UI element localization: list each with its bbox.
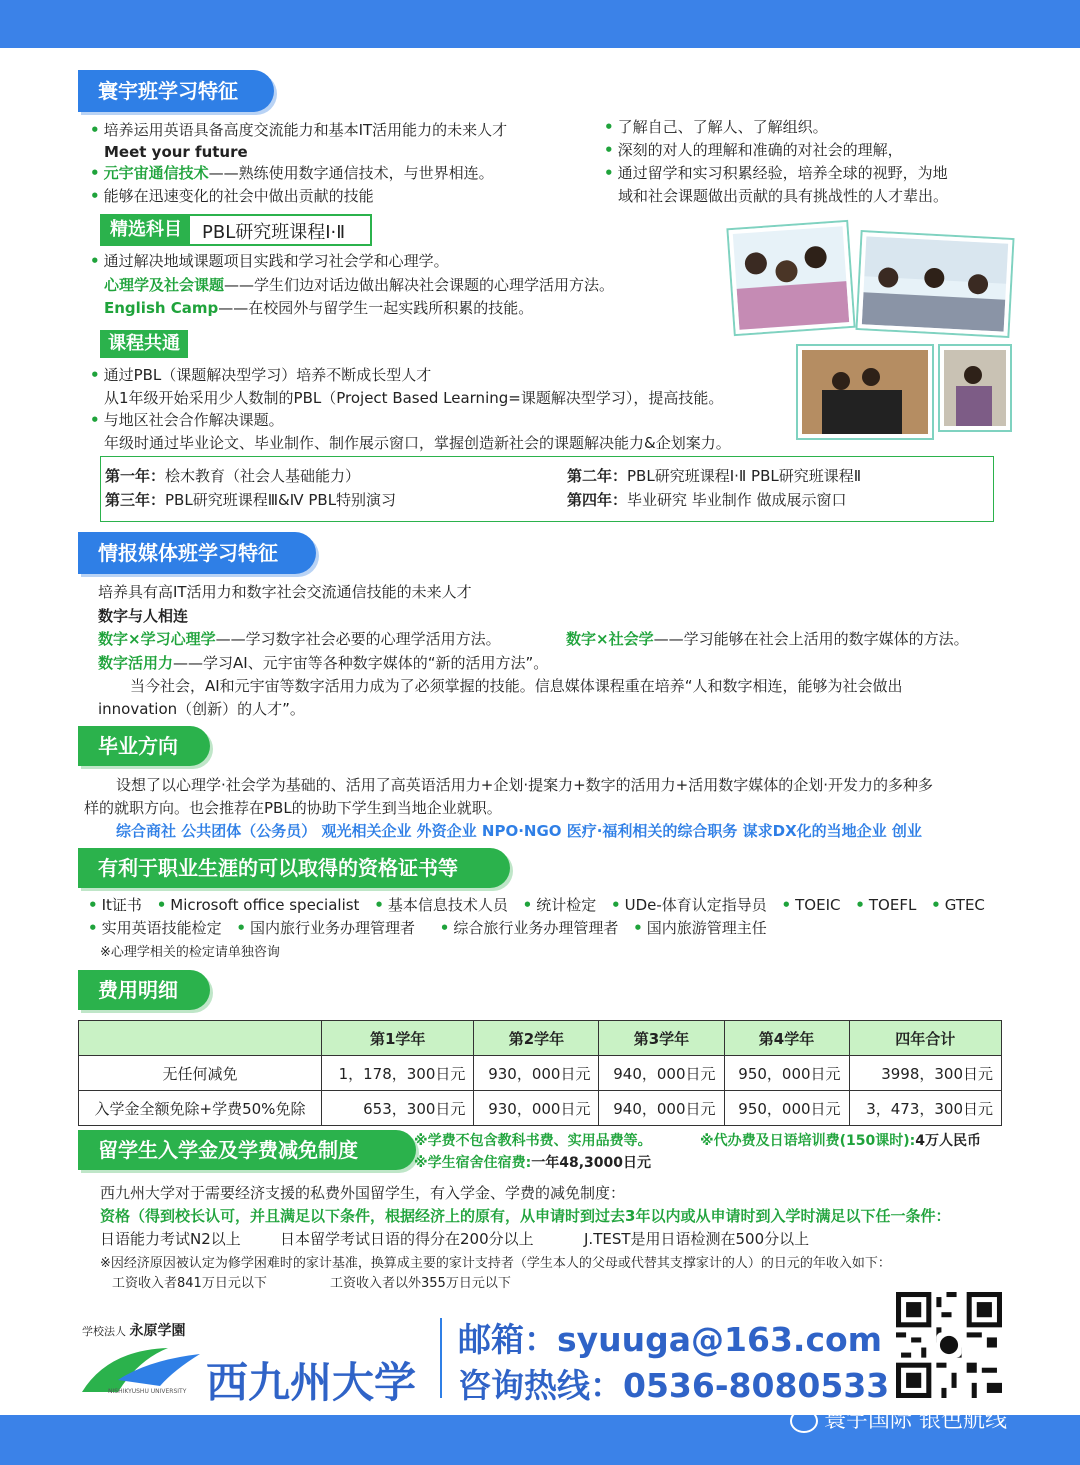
corp-line (82, 1320, 186, 1340)
fee-cell: 930，000日元 (474, 1091, 599, 1126)
certs-header: 有利于职业生涯的可以取得的资格证书等 (78, 848, 510, 888)
fee-cell: 930，000日元 (474, 1056, 599, 1091)
certs-row-1: • It证书 • Microsoft office specialist • 基本信息技术人员 • 统计检定 • UDe-体育认定指导员 • TOEIC • TOEFL • GTEC (88, 896, 985, 914)
kanyu-item-2: • 元宇宙通信技术——熟练使用数字通信技术，与世界相连。 (90, 164, 494, 182)
media-para-1: 当今社会，AI和元宇宙等数字活用力成为了必须掌握的技能。信息媒体课程重在培养“人和数字相连，能够为社会做出 (130, 677, 903, 695)
select-course: PBL研究班课程Ⅰ·Ⅱ (202, 222, 346, 243)
fee-cell: 950，000日元 (724, 1091, 849, 1126)
table-row (79, 1091, 1002, 1126)
fee-cell: 940，000日元 (599, 1091, 724, 1126)
scholarship-qual: 资格（得到校长认可，并且满足以下条件，根据经济上的原有，从申请时到过去3年以内或从申请时到入学时满足以下任一条件： (100, 1207, 951, 1225)
scholarship-note-2: ※代办费及日语培训费(150课时):4万人民币 (700, 1133, 981, 1149)
kanyu-item-1: • 培养运用英语具备高度交流能力和基本IT活用能力的未来人才 (90, 121, 508, 139)
fee-cell: 3，473，300日元 (849, 1091, 1001, 1126)
career-header: 毕业方向 (78, 726, 210, 766)
table-row (79, 1056, 1002, 1091)
footer-divider (440, 1318, 442, 1398)
common-item-4: 年级时通过毕业论文、毕业制作、制作展示窗口，掌握创造新社会的课题解决能力&企划案力。 (104, 434, 731, 452)
year-plan-box (100, 456, 994, 522)
media-line-4: 数字活用力——学习AI、元宇宙等各种数字媒体的“新的活用方法”。 (98, 654, 549, 672)
year-2: 第二年：PBL研究班课程Ⅰ·Ⅱ PBL研究班课程Ⅱ (567, 467, 862, 485)
fee-col-year3: 第3学年 (599, 1021, 724, 1056)
kanyu-right-1: • 了解自己、了解人、了解组织。 (604, 118, 828, 136)
scholarship-income-1: 工资收入者841万日元以下 (112, 1276, 267, 1291)
email-line: 邮箱：syuuga@163.com (458, 1320, 883, 1359)
fee-cell: 653，300日元 (322, 1091, 474, 1126)
corp-prefix: 学校法人 (82, 1325, 126, 1338)
corp-name: 永原学園 (129, 1323, 186, 1339)
scholarship-income-2: 工资收入者以外355万日元以下 (330, 1276, 511, 1291)
email-value: syuuga@163.com (557, 1320, 883, 1359)
scholarship-header: 留学生入学金及学费减免制度 (78, 1130, 416, 1170)
certs-row-2: • 实用英语技能检定 • 国内旅行业务办理管理者 • 综合旅行业务办理管理者 • 国内旅游管理主任 (88, 919, 767, 937)
fee-table (78, 1020, 1002, 1126)
scholarship-cond-1: 日语能力考试N2以上 (100, 1230, 241, 1248)
fee-col-blank (79, 1021, 322, 1056)
watermark: 寰宇国际 银色航线 (790, 1403, 1007, 1434)
fee-col-total: 四年合计 (849, 1021, 1001, 1056)
class-photo-1 (729, 222, 854, 334)
media-line-2: 数字与人相连 (98, 607, 189, 625)
fee-header-row (79, 1021, 1002, 1056)
scholarship-cond-3: J.TEST是用日语检测在500分以上 (584, 1230, 810, 1248)
kanyu-right-2: • 深刻的对人的理解和准确的对社会的理解， (604, 141, 903, 159)
year-3: 第三年：PBL研究班课程Ⅲ&Ⅳ PBL特别演习 (105, 491, 397, 509)
wechat-qr-code (896, 1292, 1002, 1398)
kanyu-item-meet: Meet your future (104, 143, 248, 161)
phone-value: 0536-8080533 (623, 1366, 890, 1405)
fee-col-year4: 第4学年 (724, 1021, 849, 1056)
fees-header: 费用明细 (78, 970, 210, 1010)
kanyu-right-3: • 通过留学和实习积累经验，培养全球的视野，为地 (604, 164, 948, 182)
class-photo-2 (858, 232, 1013, 336)
media-line-3b: 数字×社会学——学习能够在社会上活用的数字媒体的方法。 (566, 630, 969, 648)
select-item-1: • 通过解决地域课题项目实践和学习社会学和心理学。 (90, 252, 449, 270)
kanyu-item-3: • 能够在迅速变化的社会中做出贡献的技能 (90, 187, 374, 205)
common-item-1: • 通过PBL（课题解决型学习）培养不断成长型人才 (90, 366, 432, 384)
university-en-name: NISHIKYUSHU UNIVERSITY (108, 1388, 187, 1395)
career-fields: 综合商社 公共团体（公务员） 观光相关企业 外资企业 NPO·NGO 医疗·福利相关的综合职务 谋求DX化的当地企业 创业 (116, 822, 922, 840)
year-1: 第一年：桧木教育（社会人基础能力） (105, 467, 361, 485)
fee-col-year2: 第2学年 (474, 1021, 599, 1056)
class-photo-3 (798, 346, 932, 438)
career-para-2: 样的就职方向。也会推荐在PBL的协助下学生到当地企业就职。 (84, 799, 502, 817)
media-line-1: 培养具有高IT活用力和数字社会交流通信技能的未来人才 (98, 583, 472, 601)
kanyu-header: 寰宇班学习特征 (78, 70, 274, 112)
scholarship-cond-2: 日本留学考试日语的得分在200分以上 (280, 1230, 534, 1248)
scholarship-note-3: ※学生宿舍住宿费:一年48,3000日元 (414, 1155, 651, 1171)
kanyu-right-4: 域和社会课题做出贡献的具有挑战性的人才辈出。 (618, 187, 949, 205)
fee-cell: 入学金全额免除+学费50%免除 (79, 1091, 322, 1126)
select-label: 精选科目 (102, 216, 190, 244)
certs-note: ※心理学相关的检定请单独咨询 (100, 945, 280, 960)
scholarship-intro: 西九州大学对于需要经济支援的私费外国留学生，有入学金、学费的减免制度： (100, 1184, 626, 1202)
select-item-3: English Camp——在校园外与留学生一起实践所积累的技能。 (104, 299, 534, 317)
career-para-1: 设想了以心理学·社会学为基础的、活用了高英语活用力+企划·提案力+数字的活用力+活用数字媒体的企划·开发力的多种多 (116, 776, 934, 794)
common-label: 课程共通 (100, 330, 188, 358)
scholarship-econ: ※因经济原因被认定为修学困难时的家计基准，换算成主要的家计支持者（学生本人的父母或代替其支撑家计的人）的日元的年收入如下： (100, 1256, 891, 1271)
fee-cell: 无任何减免 (79, 1056, 322, 1091)
year-4: 第四年：毕业研究 毕业制作 做成展示窗口 (567, 491, 847, 509)
phone-line: 咨询热线：0536-8080533 (458, 1366, 890, 1405)
select-item-2: 心理学及社会课题——学生们边对话边做出解决社会课题的心理学活用方法。 (104, 276, 615, 294)
fee-cell: 1，178，300日元 (322, 1056, 474, 1091)
fee-cell: 3998，300日元 (849, 1056, 1001, 1091)
fee-cell: 940，000日元 (599, 1056, 724, 1091)
media-line-3: 数字×学习心理学——学习数字社会必要的心理学活用方法。 (98, 630, 501, 648)
common-item-2: 从1年级开始采用少人数制的PBL（Project Based Learning=课题解决型学习），提高技能。 (104, 389, 724, 407)
scholarship-note-1: ※学费不包含教科书费、实用品费等。 (414, 1133, 652, 1149)
media-para-2: innovation（创新）的人才”。 (98, 700, 305, 718)
top-band (0, 0, 1080, 48)
media-header: 情报媒体班学习特征 (78, 532, 316, 574)
fee-col-year1: 第1学年 (322, 1021, 474, 1056)
common-item-3: • 与地区社会合作解决课题。 (90, 411, 284, 429)
wechat-icon (790, 1409, 818, 1433)
university-name: 西九州大学 (206, 1358, 417, 1407)
fee-cell: 950，000日元 (724, 1056, 849, 1091)
class-photo-4 (940, 346, 1010, 430)
select-course-box (100, 214, 372, 246)
